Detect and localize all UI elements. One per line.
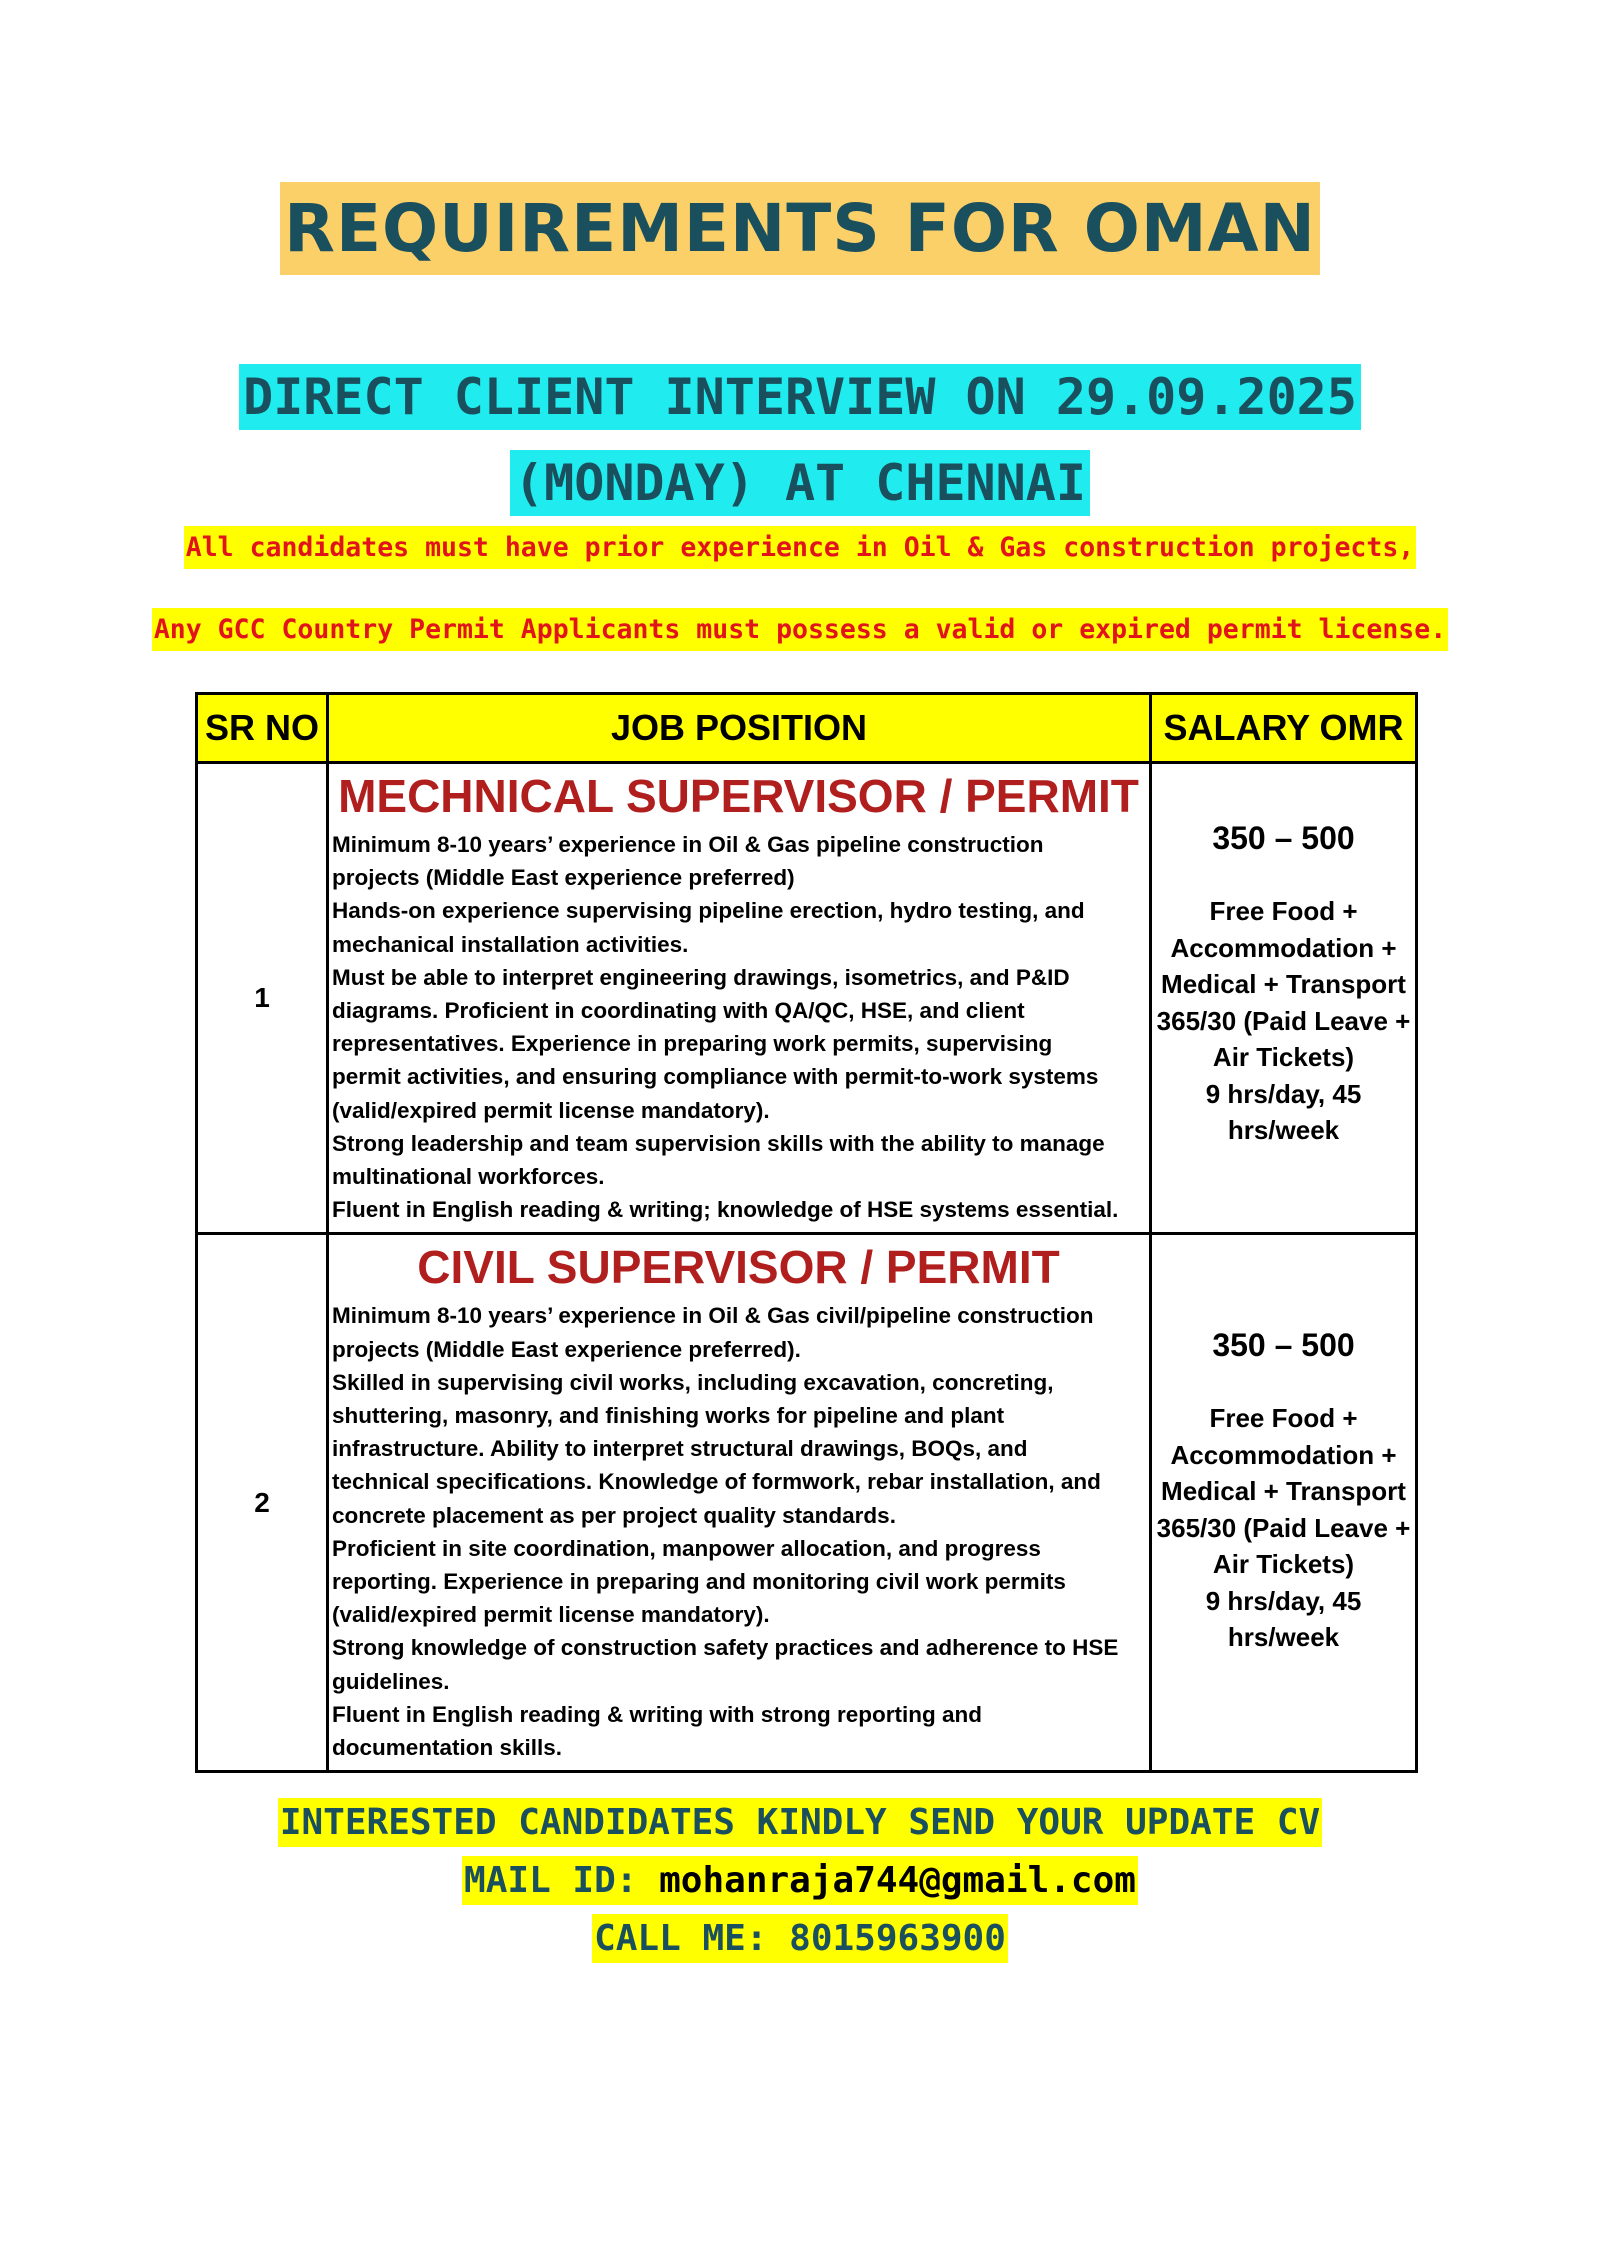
header-salary: SALARY OMR [1151,694,1417,763]
title-block [0,190,1600,267]
table-row [197,763,1417,1234]
text-line: technical specifications. Knowledge of formwork, rebar installation, and [332,1469,1101,1495]
jobs-table [195,692,1418,1773]
text-line: Minimum 8-10 years’ experience in Oil & Gas civil/pipeline construction [332,1303,1094,1329]
text-line: Strong knowledge of construction safety practices and adherence to HSE [332,1635,1119,1661]
header-sr-no: SR NO [197,694,328,763]
text-line: 9 hrs/day, 45 [1205,1585,1362,1616]
text-line: 9 hrs/day, 45 [1205,1078,1362,1109]
permit-note [0,614,1600,645]
text-line: permit activities, and ensuring compliance with permit-to-work systems [332,1064,1099,1090]
text-line: Fluent in English reading & writing with strong reporting and [332,1701,982,1727]
text-line: mechanical installation activities. [332,931,689,957]
requirements-list [332,1299,1145,1764]
text-line: Hands-on experience supervising pipeline erection, hydro testing, and [332,898,1085,924]
job-title: CIVIL SUPERVISOR / PERMIT [417,1241,1060,1294]
job-cell [328,763,1151,1234]
text-line: infrastructure. Ability to interpret structural drawings, BOQs, and [332,1436,1028,1462]
interview-block [0,360,1600,532]
table-header-row [197,694,1417,763]
text-line: 365/30 (Paid Leave + [1156,1005,1411,1036]
text-line: Fluent in English reading & writing; knowledge of HSE systems essential. [332,1197,1119,1223]
experience-note [0,532,1600,563]
salary-range: 350 – 500 [1212,820,1355,856]
phone-number[interactable]: 8015963900 [789,1918,1006,1959]
text-line: shuttering, masonry, and finishing works for pipeline and plant [332,1403,1005,1429]
text-line: documentation skills. [332,1735,563,1761]
salary-cell [1151,1234,1417,1772]
call-label: CALL ME: [594,1918,790,1959]
permit-note-text: Any GCC Country Permit Applicants must possess a valid or expired permit license. [152,608,1448,651]
text-line: representatives. Experience in preparing work permits, supervising [332,1031,1053,1057]
text-line: Free Food + [1209,1403,1358,1434]
text-line: Medical + Transport [1161,1476,1406,1507]
contact-block [0,1797,1600,1971]
benefits-list [1154,893,1413,1149]
salary-range: 350 – 500 [1212,1327,1355,1364]
text-line: hrs/week [1227,1622,1340,1653]
requirements-list [332,828,1145,1226]
mail-address-link[interactable]: mohanraja744@gmail.com [659,1860,1136,1901]
text-line: Proficient in site coordination, manpower allocation, and progress [332,1535,1041,1561]
contact-cta: INTERESTED CANDIDATES KINDLY SEND YOUR UPDATE CV [278,1798,1322,1847]
text-line: projects (Middle East experience preferred) [332,865,795,891]
benefits-list [1154,1400,1413,1656]
sr-no-cell: 2 [197,1234,328,1772]
header-job-position: JOB POSITION [328,694,1151,763]
interview-line-1: DIRECT CLIENT INTERVIEW ON 29.09.2025 [239,364,1361,430]
text-line: Strong leadership and team supervision skills with the ability to manage [332,1130,1105,1156]
text-line: Free Food + [1209,896,1358,926]
text-line: 365/30 (Paid Leave + [1156,1512,1411,1543]
text-line: (valid/expired permit license mandatory). [332,1602,770,1628]
sr-no-cell: 1 [197,763,328,1234]
text-line: Air Tickets) [1212,1549,1355,1580]
text-line: (valid/expired permit license mandatory). [332,1097,770,1123]
text-line: hrs/week [1227,1115,1340,1145]
text-line: Minimum 8-10 years’ experience in Oil & Gas pipeline construction [332,832,1044,857]
text-line: Accommodation + [1170,1439,1397,1470]
text-line: Medical + Transport [1161,969,1406,999]
salary-cell [1151,763,1417,1234]
text-line: reporting. Experience in preparing and monitoring civil work permits [332,1569,1066,1595]
text-line: multinational workforces. [332,1164,605,1190]
text-line: Accommodation + [1170,932,1397,963]
interview-line-2: (MONDAY) AT CHENNAI [510,450,1090,516]
job-cell [328,1234,1151,1772]
mail-line [462,1856,1138,1905]
text-line: guidelines. [332,1668,450,1694]
text-line: Air Tickets) [1212,1042,1355,1072]
job-title: MECHNICAL SUPERVISOR / PERMIT [338,770,1139,822]
text-line: diagrams. Proficient in coordinating with QA/QC, HSE, and client [332,998,1025,1024]
experience-note-text: All candidates must have prior experience in Oil & Gas construction projects, [184,526,1417,569]
mail-label: MAIL ID: [464,1860,660,1901]
text-line: concrete placement as per project quality standards. [332,1502,896,1528]
table-row [197,1234,1417,1772]
text-line: Skilled in supervising civil works, including excavation, concreting, [332,1369,1054,1395]
page-title: REQUIREMENTS FOR OMAN [280,182,1320,275]
text-line: projects (Middle East experience preferred). [332,1336,801,1362]
text-line: Must be able to interpret engineering drawings, isometrics, and P&ID [332,964,1070,990]
call-line [592,1914,1008,1963]
